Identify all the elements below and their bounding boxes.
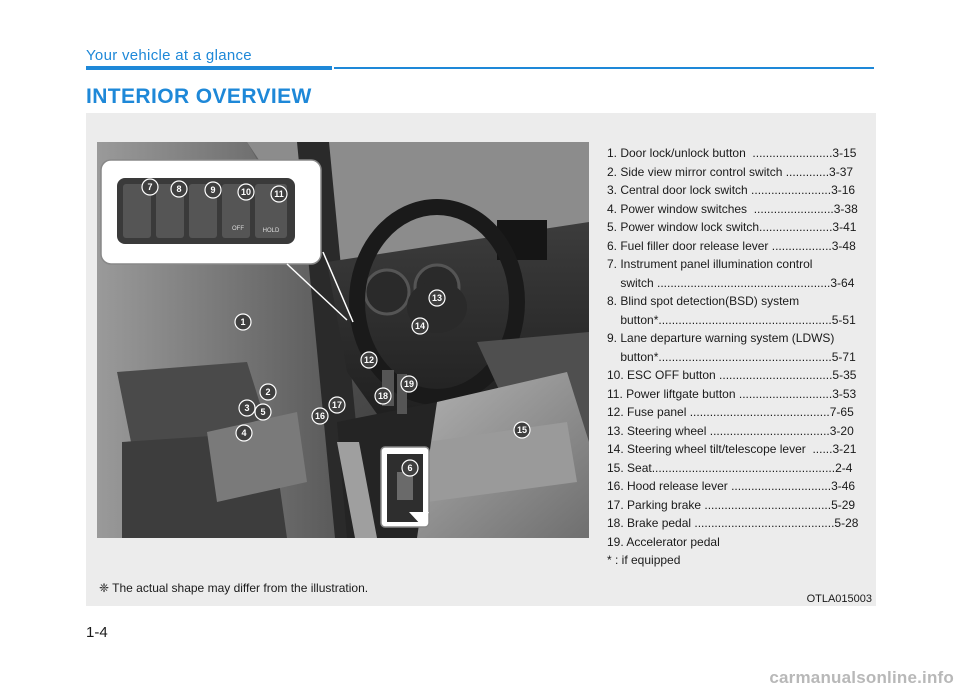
callout-15: 15 xyxy=(516,425,528,435)
list-item: 13. Steering wheel ....................................3-20 xyxy=(607,423,854,438)
list-item: switch ....................................................3-64 xyxy=(607,275,855,290)
list-item: 2. Side view mirror control switch .............3-37 xyxy=(607,164,854,179)
page-number: 1-4 xyxy=(86,624,108,641)
list-item: 1. Door lock/unlock button ........................3-15 xyxy=(607,146,857,160)
list-item: button*....................................................5-71 xyxy=(607,349,856,364)
callout-14: 14 xyxy=(414,321,426,331)
inset-off-label: OFF xyxy=(232,226,244,232)
list-item: 4. Power window switches ........................3-38 xyxy=(607,201,858,216)
list-item: 16. Hood release lever ..............................3-46 xyxy=(607,479,856,493)
list-item: 17. Parking brake ......................................5-29 xyxy=(607,497,856,512)
list-item: 9. Lane departure warning system (LDWS) xyxy=(607,331,835,345)
parts-list xyxy=(607,144,867,570)
interior-illustration xyxy=(97,142,589,538)
callout-8: 8 xyxy=(176,184,182,194)
list-item: button*....................................................5-51 xyxy=(607,312,856,327)
figure-code: OTLA015003 xyxy=(806,593,872,605)
callout-17: 17 xyxy=(331,400,343,410)
callout-10: 10 xyxy=(240,187,252,197)
callout-3: 3 xyxy=(244,403,250,413)
callout-1: 1 xyxy=(240,317,246,327)
list-item: 6. Fuel filler door release lever ..................3-48 xyxy=(607,238,856,253)
list-item: 15. Seat.......................................................2-4 xyxy=(607,460,853,475)
list-item: 8. Blind spot detection(BSD) system xyxy=(607,294,800,308)
list-item: 3. Central door lock switch ........................3-16 xyxy=(607,183,856,197)
section-rule-thin xyxy=(334,67,874,69)
callout-6: 6 xyxy=(407,463,413,473)
callout-5: 5 xyxy=(260,407,266,417)
list-item: 11. Power liftgate button ............................3-53 xyxy=(607,386,857,401)
section-title: Your vehicle at a glance xyxy=(86,47,252,64)
list-item: * : if equipped xyxy=(607,553,681,567)
list-item: 5. Power window lock switch......................3-41 xyxy=(607,220,857,234)
list-item: 12. Fuse panel ..........................................7-65 xyxy=(607,405,854,419)
list-item: 14. Steering wheel tilt/telescope lever ......3-21 xyxy=(607,442,857,456)
callout-13: 13 xyxy=(431,293,443,303)
callout-11: 11 xyxy=(274,189,284,199)
callout-4: 4 xyxy=(241,428,247,438)
list-item: 19. Accelerator pedal xyxy=(607,534,720,549)
watermark: carmanualsonline.info xyxy=(769,668,954,687)
callout-12: 12 xyxy=(363,355,375,365)
callout-18: 18 xyxy=(377,391,389,401)
illustration-footnote: ❈ The actual shape may differ from the illustration. xyxy=(99,581,369,595)
callout-19: 19 xyxy=(403,379,415,389)
callout-2: 2 xyxy=(265,387,271,397)
list-item: 18. Brake pedal ..........................................5-28 xyxy=(607,516,859,530)
inset-hold-label: HOLD xyxy=(262,228,280,234)
list-item: 10. ESC OFF button ..................................5-35 xyxy=(607,368,857,382)
callout-16: 16 xyxy=(314,411,326,421)
section-rule-thick xyxy=(86,66,332,70)
callout-9: 9 xyxy=(210,185,216,195)
callout-7: 7 xyxy=(147,182,153,192)
page-heading: INTERIOR OVERVIEW xyxy=(86,85,312,108)
list-item: 7. Instrument panel illumination control xyxy=(607,257,813,271)
